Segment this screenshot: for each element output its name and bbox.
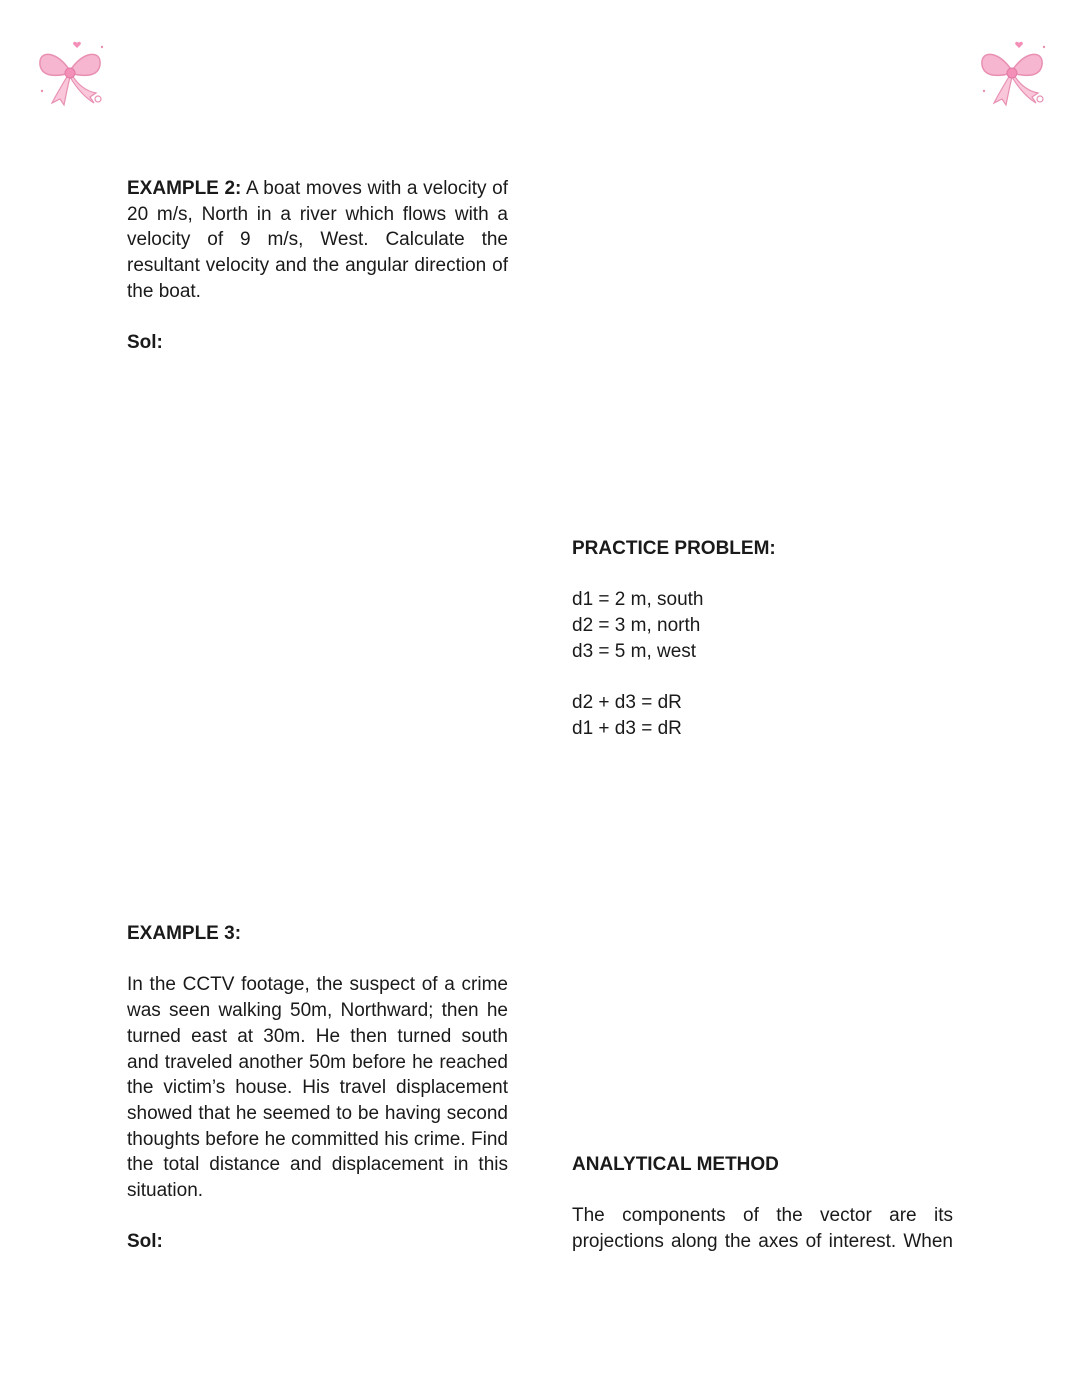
- pink-bow-icon: [972, 33, 1052, 113]
- pink-bow-icon: [30, 33, 110, 113]
- example-2-sol-label: Sol:: [127, 332, 163, 354]
- analytical-method-paragraph: The components of the vector are its projections along the axes of interest. When: [572, 1205, 953, 1253]
- given-item: d2 = 3 m, north: [572, 615, 701, 637]
- given-list: [572, 587, 953, 664]
- example-2-paragraph: [127, 176, 508, 305]
- equation-item: d2 + d3 = dR: [572, 692, 682, 714]
- given-item: d3 = 5 m, west: [572, 640, 697, 662]
- analytical-method-heading: ANALYTICAL METHOD: [572, 1154, 779, 1175]
- example-2-section: [127, 176, 508, 356]
- example-3-label: EXAMPLE 3:: [127, 923, 242, 944]
- example-2-label: EXAMPLE 2:: [127, 178, 242, 199]
- example-3-paragraph: In the CCTV footage, the suspect of a crime was seen walking 50m, Northward; then he turned east at 30m. He then turned south and traveled another 50m before he reached the victim’s house. His travel displacement showed that he seemed to be having second thoughts before he committed his crime. Find the total distance and displacement in this situation.: [127, 974, 508, 1202]
- given-item: d1 = 2 m, south: [572, 589, 704, 611]
- equation-item: d1 + d3 = dR: [572, 717, 682, 739]
- example-3-section: [127, 921, 508, 1255]
- example-3-sol-label: Sol:: [127, 1231, 163, 1253]
- equation-list: [572, 690, 953, 741]
- analytical-method-section: [572, 1152, 953, 1255]
- practice-problem-heading: PRACTICE PROBLEM:: [572, 538, 776, 559]
- practice-problem-section: [572, 536, 953, 742]
- example-2-text: A boat moves with a velocity of 20 m/s, North in a river which flows with a velocity of 9 m/s, West. Calculate the resultant velocity and the angular direction of the boat.: [127, 178, 508, 302]
